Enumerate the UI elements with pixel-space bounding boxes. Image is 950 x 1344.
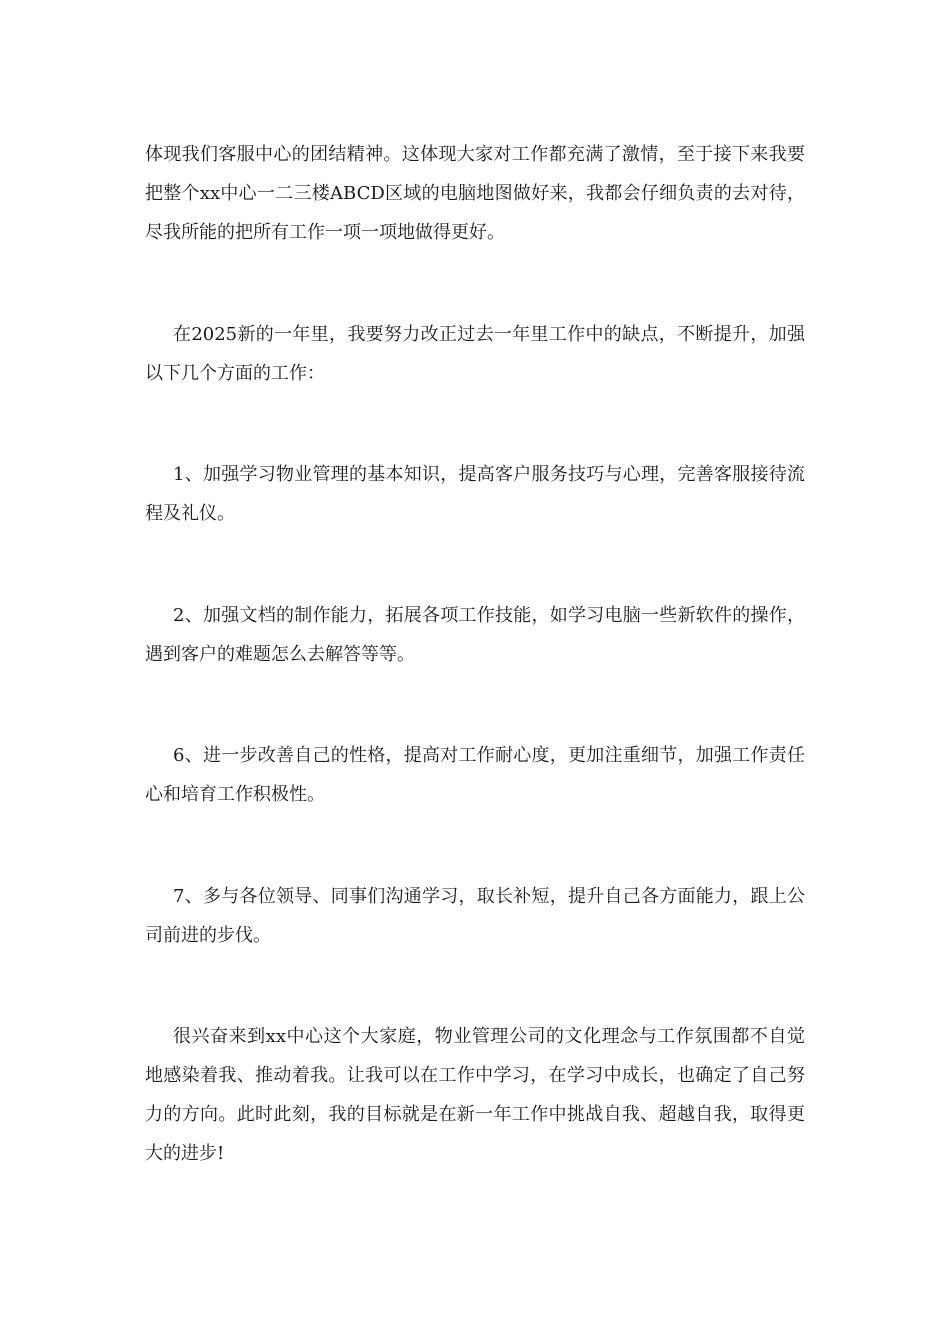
- paragraph-team-spirit: 体现我们客服中心的团结精神。这体现大家对工作都充满了激情，至于接下来我要把整个xx中心一二三楼ABCD区域的电脑地图做好来，我都会仔细负责的去对待，尽我所能的把所有工作一项一项地做得更好。: [145, 144, 805, 243]
- list-item-1: 1、加强学习物业管理的基本知识，提高客户服务技巧与心理，完善客服接待流程及礼仪。: [145, 464, 805, 524]
- list-item-7: 7、多与各位领导、同事们沟通学习，取长补短，提升自己各方面能力，跟上公司前进的步伐。: [145, 886, 805, 946]
- paragraph-closing: 很兴奋来到xx中心这个大家庭，物业管理公司的文化理念与工作氛围都不自觉地感染着我、推动着我。让我可以在工作中学习，在学习中成长，也确定了自己努力的方向。此时此刻，我的目标就是在新一年工作中挑战自我、超越自我，取得更大的进步!: [145, 1026, 805, 1164]
- list-item-6: 6、进一步改善自己的性格，提高对工作耐心度，更加注重细节，加强工作责任心和培育工作积极性。: [145, 745, 805, 805]
- list-item-2: 2、加强文档的制作能力，拓展各项工作技能，如学习电脑一些新软件的操作，遇到客户的难题怎么去解答等等。: [145, 605, 805, 665]
- paragraph-new-year-plan: 在2025新的一年里，我要努力改正过去一年里工作中的缺点，不断提升，加强以下几个方面的工作：: [145, 324, 805, 384]
